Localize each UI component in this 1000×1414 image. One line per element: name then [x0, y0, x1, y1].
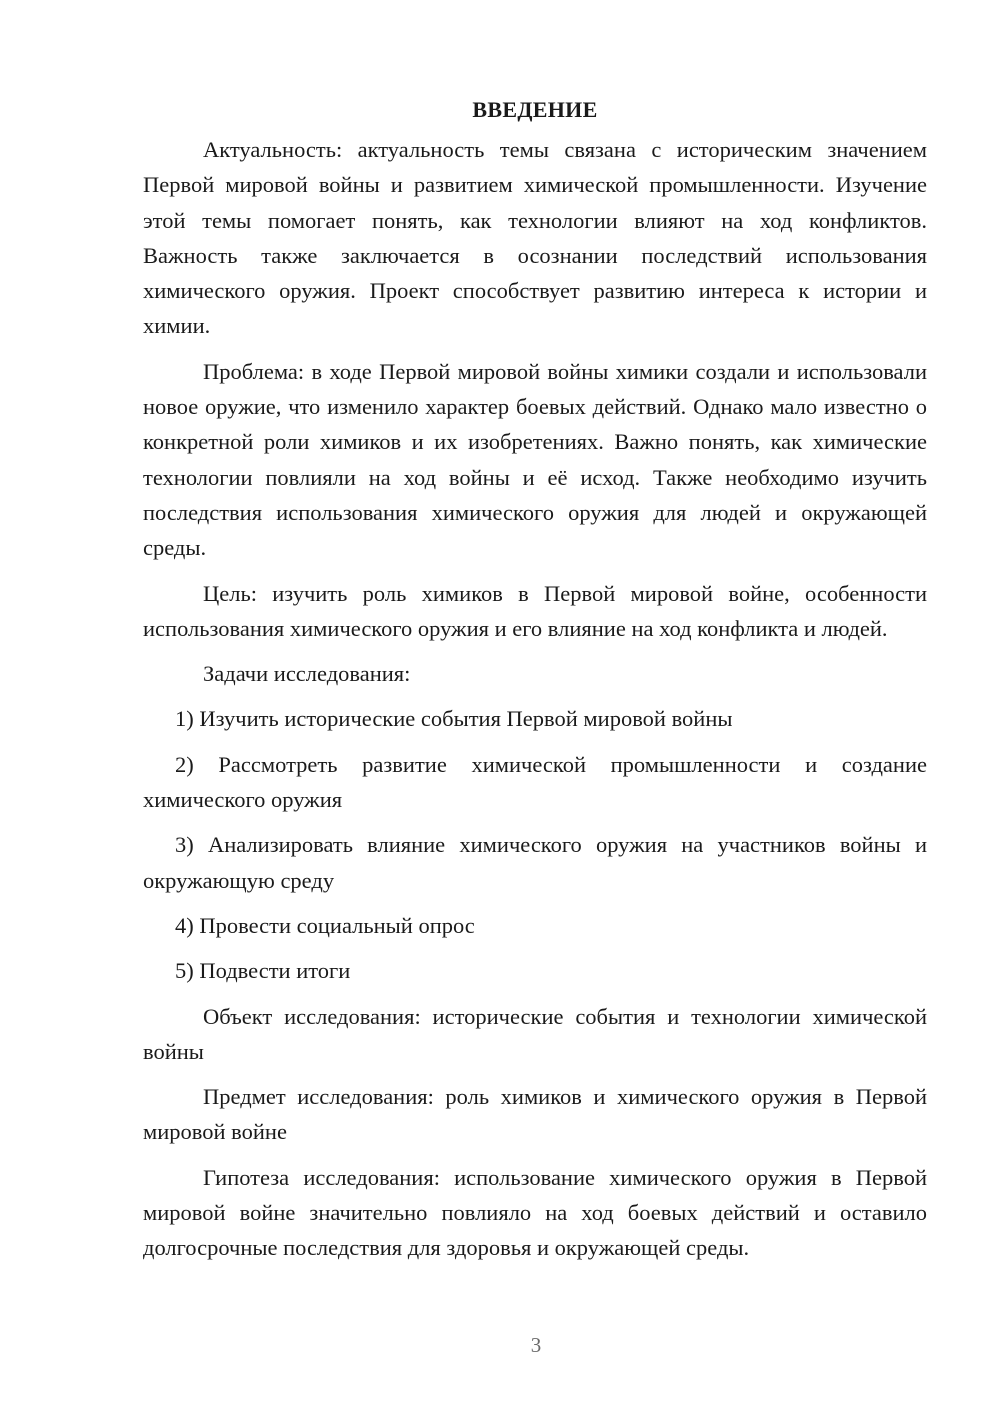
- tasks-heading: Задачи исследования:: [203, 661, 411, 687]
- document-page: [143, 92, 927, 1276]
- page-title: ВВЕДЕНИЕ: [472, 97, 598, 122]
- problem-paragraph: Проблема: в ходе Первой мировой войны химики создали и использовали новое оружие, что изменило характер боевых действий. Однако мало известно о конкретной роли химиков и их изобретениях. Важно понять, как химические технологии повлияли на ход войны и её исход. Также необходимо изучить последствия использования химического оружия для людей и окружающей среды.: [143, 358, 927, 561]
- page-number: 3: [530, 1333, 542, 1357]
- tasks-list: [143, 701, 927, 988]
- task-item: 1) Изучить исторические события Первой мировой войны: [175, 706, 733, 732]
- goal-paragraph: Цель: изучить роль химиков в Первой мировой войне, особенности использования химического оружия и его влияние на ход конфликта и людей.: [143, 580, 927, 641]
- hypothesis-paragraph: Гипотеза исследования: использование химического оружия в Первой мировой войне значительно повлияло на ход боевых действий и оставило долгосрочные последствия для здоровья и окружающей среды.: [143, 1164, 927, 1261]
- task-item: 2) Рассмотреть развитие химической промышленности и создание химического оружия: [143, 751, 927, 813]
- object-paragraph: Объект исследования: исторические события и технологии химической войны: [143, 1003, 927, 1064]
- task-item: 4) Провести социальный опрос: [175, 912, 475, 938]
- subject-paragraph: Предмет исследования: роль химиков и химического оружия в Первой мировой войне: [143, 1084, 927, 1145]
- task-item: 5) Подвести итоги: [175, 958, 351, 984]
- relevance-paragraph: Актуальность: актуальность темы связана с историческим значением Первой мировой войны и развитием химической промышленности. Изучение этой темы помогает понять, как технологии влияют на ход конфликтов. Важность также заключается в осознании последствий использования химического оружия. Проект способствует развитию интереса к истории и химии.: [143, 137, 927, 339]
- task-item: 3) Анализировать влияние химического оружия на участников войны и окружающую среду: [143, 832, 927, 893]
